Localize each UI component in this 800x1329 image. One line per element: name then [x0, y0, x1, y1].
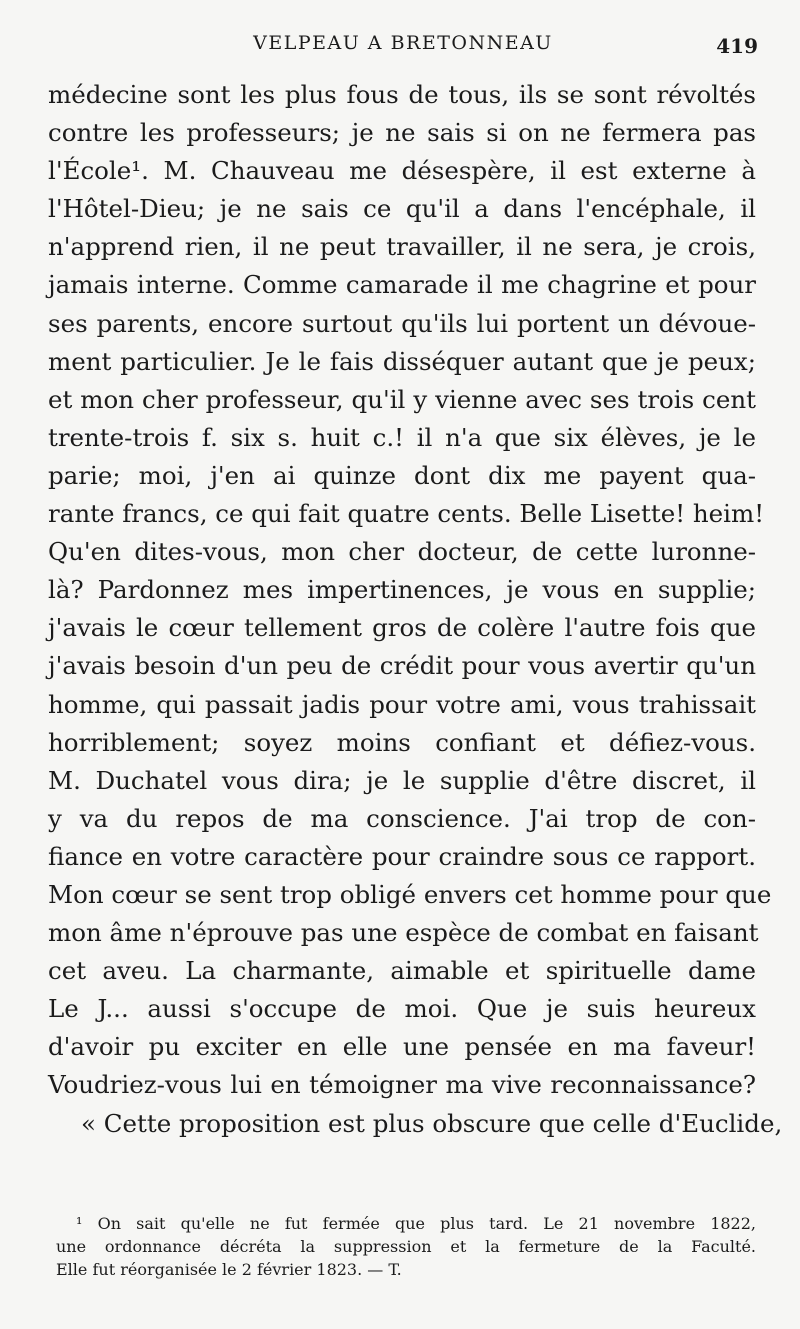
page-number: 419: [716, 34, 758, 58]
text-line: y va du repos de ma conscience. J'ai trop de con-: [48, 803, 756, 833]
text-line: mon âme n'éprouve pas une espèce de combat en faisant: [48, 918, 759, 948]
text-line: « Cette proposition est plus obscure que celle d'Euclide,: [81, 1108, 783, 1138]
body-text: [48, 76, 783, 1143]
text-line: j'avais le cœur tellement gros de colère l'autre fois que: [48, 613, 756, 643]
text-line: Qu'en dites-vous, mon cher docteur, de cette luronne-: [48, 537, 756, 567]
text-line: horriblement; soyez moins confiant et défiez-vous.: [48, 727, 756, 757]
text-line: Mon cœur se sent trop obligé envers cet homme pour que: [48, 879, 772, 909]
text-line: ses parents, encore surtout qu'ils lui portent un dévoue-: [48, 308, 756, 338]
text-line: j'avais besoin d'un peu de crédit pour vous avertir qu'un: [48, 651, 756, 681]
text-line: trente-trois f. six s. huit c.! il n'a que six élèves, je le: [48, 422, 756, 452]
text-line: parie; moi, j'en ai quinze dont dix me payent qua-: [48, 460, 756, 490]
text-line: ment particulier. Je le fais disséquer autant que je peux;: [48, 346, 756, 376]
text-line: l'Hôtel-Dieu; je ne sais ce qu'il a dans l'encéphale, il: [48, 194, 756, 224]
text-line: jamais interne. Comme camarade il me chagrine et pour: [48, 270, 756, 300]
footnote: [56, 1212, 756, 1281]
footnote-line: Elle fut réorganisée le 2 février 1823. — T.: [56, 1260, 402, 1279]
text-line: et mon cher professeur, qu'il y vienne avec ses trois cent: [48, 384, 756, 414]
text-line: rante francs, ce qui fait quatre cents. Belle Lisette! heim!: [48, 499, 765, 529]
text-line: là? Pardonnez mes impertinences, je vous en supplie;: [48, 575, 756, 605]
text-line: fiance en votre caractère pour craindre sous ce rapport.: [48, 841, 756, 871]
text-line: cet aveu. La charmante, aimable et spirituelle dame: [48, 956, 756, 986]
text-line: l'École¹. M. Chauveau me désespère, il est externe à: [48, 156, 756, 186]
text-line: n'apprend rien, il ne peut travailler, il ne sera, je crois,: [48, 232, 756, 262]
text-line: contre les professeurs; je ne sais si on ne fermera pas: [48, 118, 756, 148]
text-line: Voudriez-vous lui en témoigner ma vive reconnaissance?: [48, 1070, 756, 1100]
footnote-line: ¹ On sait qu'elle ne fut fermée que plus tard. Le 21 novembre 1822,: [76, 1214, 756, 1233]
text-line: Le J... aussi s'occupe de moi. Que je suis heureux: [48, 994, 756, 1024]
text-line: médecine sont les plus fous de tous, ils se sont révoltés: [48, 80, 756, 109]
text-line: homme, qui passait jadis pour votre ami, vous trahissait: [48, 689, 756, 719]
running-title: VELPEAU A BRETONNEAU: [253, 32, 553, 54]
text-line: d'avoir pu exciter en elle une pensée en ma faveur!: [48, 1032, 756, 1062]
running-head: [48, 30, 758, 60]
footnote-line: une ordonnance décréta la suppression et la fermeture de la Faculté.: [56, 1237, 756, 1256]
text-line: M. Duchatel vous dira; je le supplie d'être discret, il: [48, 765, 756, 795]
